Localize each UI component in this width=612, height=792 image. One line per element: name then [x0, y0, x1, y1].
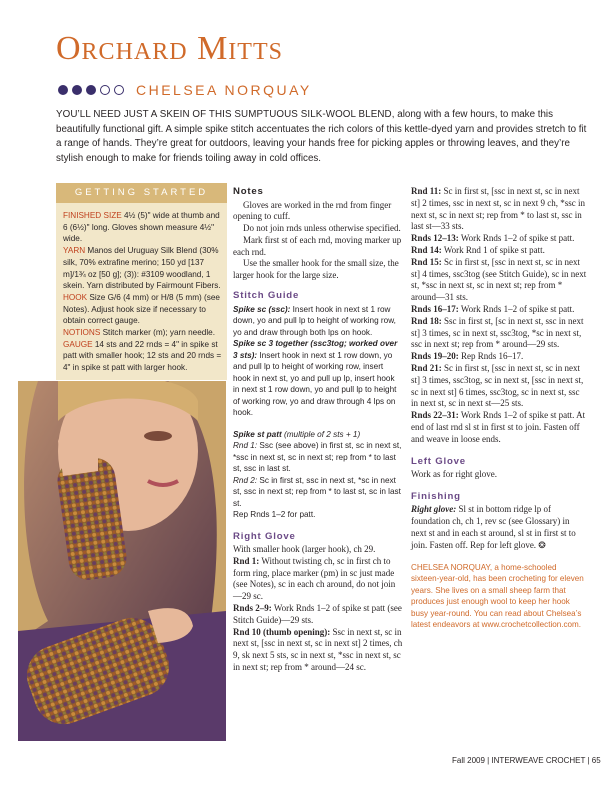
spike-patt-rnd2: Rnd 2: Sc in first st, ssc in next st, *sc in next st, ssc in next st; rep from * to last st, sc in last st. — [233, 475, 401, 508]
left-glove-heading: Left Glove — [411, 455, 466, 467]
skill-dot-empty — [100, 85, 110, 95]
notes-body: Gloves are worked in the rnd from finger opening to cuff. Do not join rnds unless otherwise specified. Mark first st of each rnd, moving marker up each rnd. Use the smaller hook for the small size, the larger hook for the large size. — [233, 199, 402, 281]
gauge: GAUGE 14 sts and 22 rnds = 4" in spike st patt with smaller hook; 12 sts and 20 rnds = 4" in spike st patt with larger hook. — [63, 339, 222, 373]
instruction-row: Rnd 21: Sc in first st, [ssc in next st, sc in next st] 3 times, ssc3tog, sc in next st, [ssc in next st, sc in next st] 6 times, ssc3tog, sc in next st, ssc in next st, sc in next st—25 sts. — [411, 362, 584, 409]
getting-started-box — [56, 183, 227, 380]
instruction-row: Rnds 22–31: Work Rnds 1–2 of spike st patt. At end of last rnd sl st in first st to join. Fasten off and weave in loose ends. — [411, 410, 586, 444]
finished-size: FINISHED SIZE 4½ (5)" wide at thumb and 6 (6½)" long. Gloves shown measure 4½" wide. — [63, 211, 220, 244]
right-glove-body: With smaller hook (larger hook), ch 29. Rnd 1: Without twisting ch, sc in first ch to form ring, place marker (pm) in sc just made (see Notes), sc in each ch around, do not join—29 sc. Rnds 2–9: Work Rnds 1–2 of spike st patt (see Stitch Guide)—29 sts. Rnd 10 (thumb opening): Ssc in next st, sc in next st, [ssc in next st, sc in next st] 2 times, ch 9, sk next 5 sts, sc in next st, *ssc in next st, sc in next st; rep from * around—24 sc. — [233, 544, 403, 673]
spike-patt-heading: Spike st patt (multiple of 2 sts + 1) — [233, 429, 361, 439]
page-footer: Fall 2009 | INTERWEAVE CROCHET | 65 — [452, 756, 601, 765]
author-name: CHELSEA NORQUAY — [136, 82, 312, 98]
right-glove-continued — [411, 186, 587, 446]
finishing-heading: Finishing — [411, 490, 461, 502]
skill-dot-empty — [114, 85, 124, 95]
column-middle — [233, 186, 403, 674]
skill-level-indicator — [58, 85, 124, 95]
intro-lead: YOU’LL NEED JUST A SKEIN OF THIS SUMPTUOUS SILK-WOOL BLEND, — [56, 109, 395, 120]
instruction-row: Rnd 15: Sc in first st, [ssc in next st, sc in next st] 4 times, ssc3tog (see Stitch Guide), sc in next st, *ssc in next st, sc in next st; rep from * around—31 sts. — [411, 256, 587, 303]
instruction-row: Rnd 14: Work Rnd 1 of spike st patt. — [411, 244, 545, 255]
column-right — [411, 186, 587, 631]
notes-heading: Notes — [233, 186, 264, 197]
getting-started-body — [56, 203, 227, 374]
intro-paragraph — [56, 108, 588, 166]
notions: NOTIONS Stitch marker (m); yarn needle. — [63, 328, 215, 338]
stitch-guide-heading: Stitch Guide — [233, 290, 300, 302]
getting-started-title: GETTING STARTED — [56, 183, 227, 203]
instruction-row: Rnd 18: Ssc in first st, [sc in next st, ssc in next st] 3 times, sc in next st, ssc3tog, *sc in next st, ssc in next st; rep from * around—29 sts. — [411, 315, 584, 350]
skill-dot-filled — [58, 85, 68, 95]
photo-illustration — [18, 381, 226, 741]
instruction-row: Rnd 10 (thumb opening): Ssc in next st, sc in next st, [ssc in next st, sc in next st] 2 times, ch 9, sk next 5 sts, sc in next st, *ssc in next st, sc in next st; rep from * around—24 sc. — [233, 626, 403, 673]
spike-patt-repeat: Rep Rnds 1–2 for patt. — [233, 510, 316, 520]
instruction-row: Rnd 11: Sc in first st, [ssc in next st, sc in next st] 2 times, ssc in next st, sc in next 9 ch, *ssc in next st, sc in next st; rep from * to last st, ssc in last st—33 sts. — [411, 186, 585, 232]
hook: HOOK Size G/6 (4 mm) or H/8 (5 mm) (see Notes). Adjust hook size if necessary to obtain correct gauge. — [63, 292, 220, 326]
ssc3tog-definition: Spike sc 3 together (ssc3tog; worked over 3 sts): Insert hook in next st 1 row down, yo and pull lp to height of working row, insert hook in next st, yo and pull up lp, insert hook in next st 1 row down, yo and pull lp to height of working row, yo and draw through 4 lps on hook. — [233, 339, 398, 418]
page-title: Orchard Mitts — [56, 30, 283, 67]
byline — [58, 82, 312, 98]
instruction-row: Rnds 19–20: Rep Rnds 16–17. — [411, 351, 524, 362]
skill-dot-filled — [72, 85, 82, 95]
spike-patt-rnd1: Rnd 1: Ssc (see above) in first st, sc in next st, *ssc in next st, sc in next st; rep from * to last st, ssc in last st. — [233, 441, 402, 474]
instruction-row: Rnd 1: Without twisting ch, sc in first ch to form ring, place marker (pm) in sc just made (see Notes), sc in each ch around, do not join—29 sc. — [233, 555, 396, 602]
instruction-row: Rnds 2–9: Work Rnds 1–2 of spike st patt (see Stitch Guide)—29 sts. — [233, 603, 402, 625]
instruction-row: Rnds 12–13: Work Rnds 1–2 of spike st patt. — [411, 233, 575, 244]
model-photo — [18, 381, 226, 741]
ssc-definition: Spike sc (ssc): Insert hook in next st 1 row down, yo and pull lp to height of working row, yo and draw through both lps on hook. — [233, 304, 396, 337]
intro-text: along with a few hours, to make this beautifully functional gift. A simple spike stitch accentuates the rich colors of this kettle-dyed yarn and provides stretch to fit a range of hands. They’re great for outdoors, leaving your hands free for picking apples or throwing leaves, and they’re stylish enough to make for friends toiling away in cold offices. — [56, 109, 587, 164]
skill-dot-filled — [86, 85, 96, 95]
right-glove-heading: Right Glove — [233, 530, 296, 542]
author-bio: CHELSEA NORQUAY, a home-schooled sixteen-year-old, has been crocheting for eleven years. She lives on a small sheep farm that produces just enough wool to keep her hook busy year-round. You can read about Chelsea’s latest endeavors at www.crochetcollection.com. — [411, 562, 584, 630]
instruction-row: Rnds 16–17: Work Rnds 1–2 of spike st patt. — [411, 303, 575, 314]
left-glove-text: Work as for right glove. — [411, 469, 498, 480]
yarn: YARN Manos del Uruguay Silk Blend (30% silk, 70% extrafine merino; 150 yd [137 m]/1¾ oz [50 g]; (3)): #3109 woodland, 1 skein. Yarn distributed by Fairmount Fibers. — [63, 246, 221, 291]
finishing-text: Right glove: Sl st in bottom ridge lp of foundation ch, ch 1, rev sc (see Glossary) in next st and in each st around, sl st in first st to join. Fasten off. Rep for left glove. ❂ — [411, 504, 576, 550]
